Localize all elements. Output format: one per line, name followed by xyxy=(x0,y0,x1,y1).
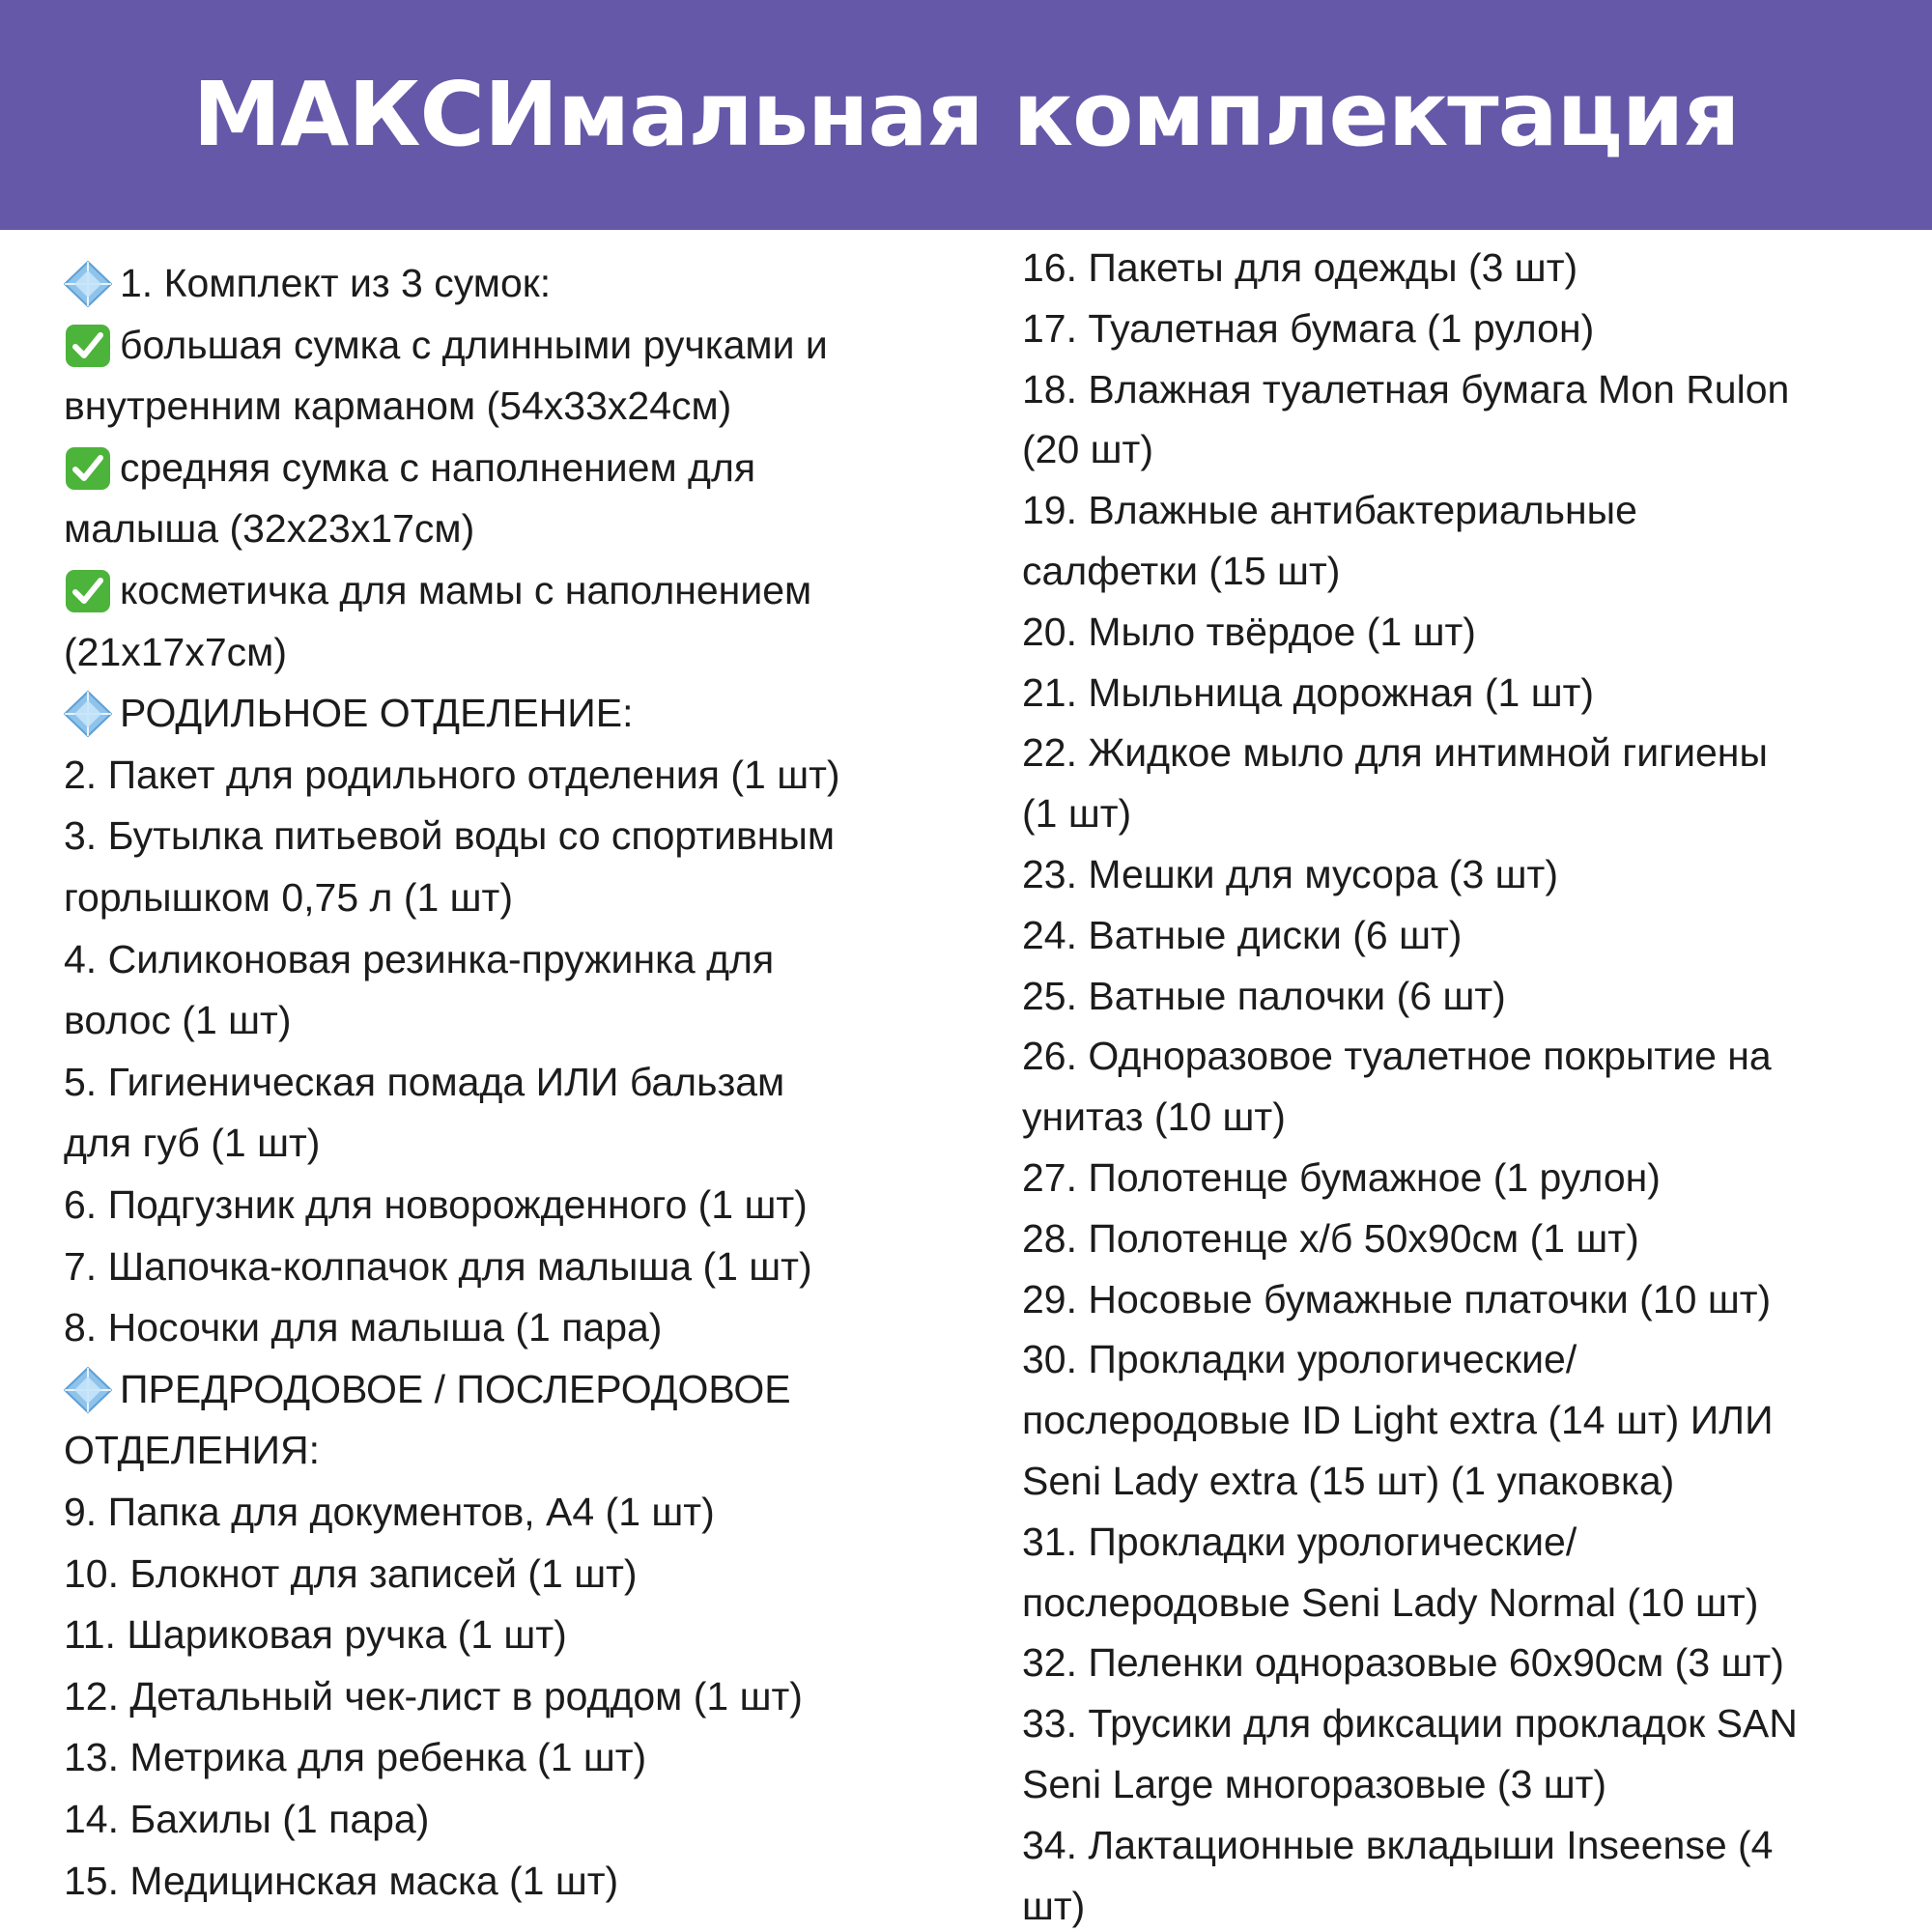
list-item: 20. Мыло твёрдое (1 шт) xyxy=(1022,609,1476,654)
list-item-text: 6. Подгузник для новорожденного (1 шт) xyxy=(64,1182,808,1227)
list-item-text: 3. Бутылка питьевой воды со спортивным xyxy=(64,813,836,859)
check-icon xyxy=(64,566,114,614)
list-item xyxy=(64,321,828,369)
list-item: 19. Влажные антибактериальные xyxy=(1022,488,1637,533)
list-item-text: 9. Папка для документов, А4 (1 шт) xyxy=(64,1490,715,1534)
list-item: 28. Полотенце х/б 50х90см (1 шт) xyxy=(1022,1215,1639,1261)
list-item-text: (21х17х7см) xyxy=(64,629,288,674)
check-icon xyxy=(64,443,114,492)
list-item-text: косметичка для мамы с наполнением xyxy=(120,568,812,612)
list-item xyxy=(64,996,291,1044)
list-item xyxy=(64,1119,320,1167)
list-item xyxy=(64,628,287,676)
list-item: 25. Ватные палочки (6 шт) xyxy=(1022,973,1506,1018)
list-item-text: 11. Шариковая ручка (1 шт) xyxy=(64,1612,567,1658)
list-item xyxy=(64,1795,429,1843)
list-item-text: 1. Комплект из 3 сумок: xyxy=(120,261,552,305)
list-item xyxy=(64,1610,567,1659)
list-item xyxy=(64,1549,638,1598)
page-title: МАКСИмальная комплектация xyxy=(192,62,1740,166)
list-item-text: 2. Пакет для родильного отделения (1 шт) xyxy=(64,752,840,797)
diamond-icon xyxy=(64,1365,114,1413)
list-item xyxy=(64,873,513,922)
list-item-text: 10. Блокнот для записей (1 шт) xyxy=(64,1550,638,1596)
list-item xyxy=(64,382,731,430)
list-item xyxy=(64,1488,715,1536)
list-item: 29. Носовые бумажные платочки (10 шт) xyxy=(1022,1276,1772,1321)
list-item: 30. Прокладки урологические/ xyxy=(1022,1337,1577,1382)
list-item: 24. Ватные диски (6 шт) xyxy=(1022,912,1463,957)
list-item-text: 15. Медицинская маска (1 шт) xyxy=(64,1858,619,1903)
list-item-text: внутренним карманом (54х33х24см) xyxy=(64,384,732,429)
list-item: 32. Пеленки одноразовые 60х90см (3 шт) xyxy=(1022,1640,1784,1686)
list-item: 34. Лактационные вкладыши Inseense (4 xyxy=(1022,1822,1774,1867)
list-item xyxy=(64,1365,791,1413)
list-item xyxy=(64,1058,784,1106)
list-item: (20 шт) xyxy=(1022,427,1153,472)
list-item xyxy=(64,504,474,553)
list-item: 22. Жидкое мыло для интимной гигиены xyxy=(1022,730,1768,776)
list-item: Seni Large многоразовые (3 шт) xyxy=(1022,1762,1607,1806)
diamond-icon xyxy=(64,259,114,307)
list-item-text: 7. Шапочка-колпачок для малыша (1 шт) xyxy=(64,1243,812,1289)
list-item: Seni Lady extra (15 шт) (1 упаковка) xyxy=(1022,1459,1675,1503)
list-item-text: ОТДЕЛЕНИЯ: xyxy=(64,1428,321,1473)
list-item-text: 12. Детальный чек-лист в роддом (1 шт) xyxy=(64,1673,803,1719)
list-item-text: ПРЕДРОДОВОЕ / ПОСЛЕРОДОВОЕ xyxy=(120,1366,791,1411)
list-item-text: горлышком 0,75 л (1 шт) xyxy=(64,875,513,920)
list-item xyxy=(64,443,755,492)
list-item xyxy=(64,1242,812,1291)
list-item-text: 4. Силиконовая резинка-пружинка для xyxy=(64,936,775,981)
list-item xyxy=(64,1303,662,1351)
list-item: послеродовые Seni Lady Normal (10 шт) xyxy=(1022,1579,1759,1625)
list-item: салфетки (15 шт) xyxy=(1022,549,1341,593)
list-item xyxy=(64,751,840,799)
list-item: 16. Пакеты для одежды (3 шт) xyxy=(1022,245,1578,290)
list-item-text: 8. Носочки для малыша (1 пара) xyxy=(64,1305,663,1350)
list-item xyxy=(64,259,551,307)
list-item: 27. Полотенце бумажное (1 рулон) xyxy=(1022,1155,1661,1200)
list-item-text: 13. Метрика для ребенка (1 шт) xyxy=(64,1735,647,1780)
list-item: (1 шт) xyxy=(1022,791,1132,837)
list-item-text: волос (1 шт) xyxy=(64,998,292,1043)
list-item-text: большая сумка с длинными ручками и xyxy=(120,322,828,367)
list-item: 17. Туалетная бумага (1 рулон) xyxy=(1022,305,1595,351)
list-item-text: малыша (32х23х17см) xyxy=(64,506,475,552)
list-item: унитаз (10 шт) xyxy=(1022,1094,1286,1140)
list-item: послеродовые ID Light extra (14 шт) ИЛИ xyxy=(1022,1398,1774,1443)
list-item xyxy=(64,1857,618,1905)
list-item: 31. Прокладки урологические/ xyxy=(1022,1519,1577,1564)
list-item-text: средняя сумка с наполнением для xyxy=(120,444,756,490)
diamond-icon xyxy=(64,689,114,737)
list-item: 26. Одноразовое туалетное покрытие на xyxy=(1022,1034,1772,1079)
list-item-text: 14. Бахилы (1 пара) xyxy=(64,1797,430,1841)
list-item-text: 5. Гигиеническая помада ИЛИ бальзам xyxy=(64,1059,785,1104)
list-item xyxy=(64,689,633,737)
check-icon xyxy=(64,321,114,369)
header-banner xyxy=(0,0,1932,230)
list-item xyxy=(64,1672,803,1720)
list-item xyxy=(64,1733,646,1781)
list-item-text: для губ (1 шт) xyxy=(64,1121,321,1166)
list-item-text: РОДИЛЬНОЕ ОТДЕЛЕНИЕ: xyxy=(120,691,634,736)
list-item: 18. Влажная туалетная бумага Mon Rulon xyxy=(1022,366,1790,412)
list-item: 33. Трусики для фиксации прокладок SAN xyxy=(1022,1701,1798,1747)
list-item xyxy=(64,811,835,860)
list-item: 21. Мыльница дорожная (1 шт) xyxy=(1022,669,1595,715)
list-item: шт) xyxy=(1022,1883,1086,1928)
list-item xyxy=(64,935,774,983)
list-item: 23. Мешки для мусора (3 шт) xyxy=(1022,852,1558,896)
list-item xyxy=(64,1426,320,1474)
list-item xyxy=(64,1180,808,1229)
list-item xyxy=(64,566,811,614)
